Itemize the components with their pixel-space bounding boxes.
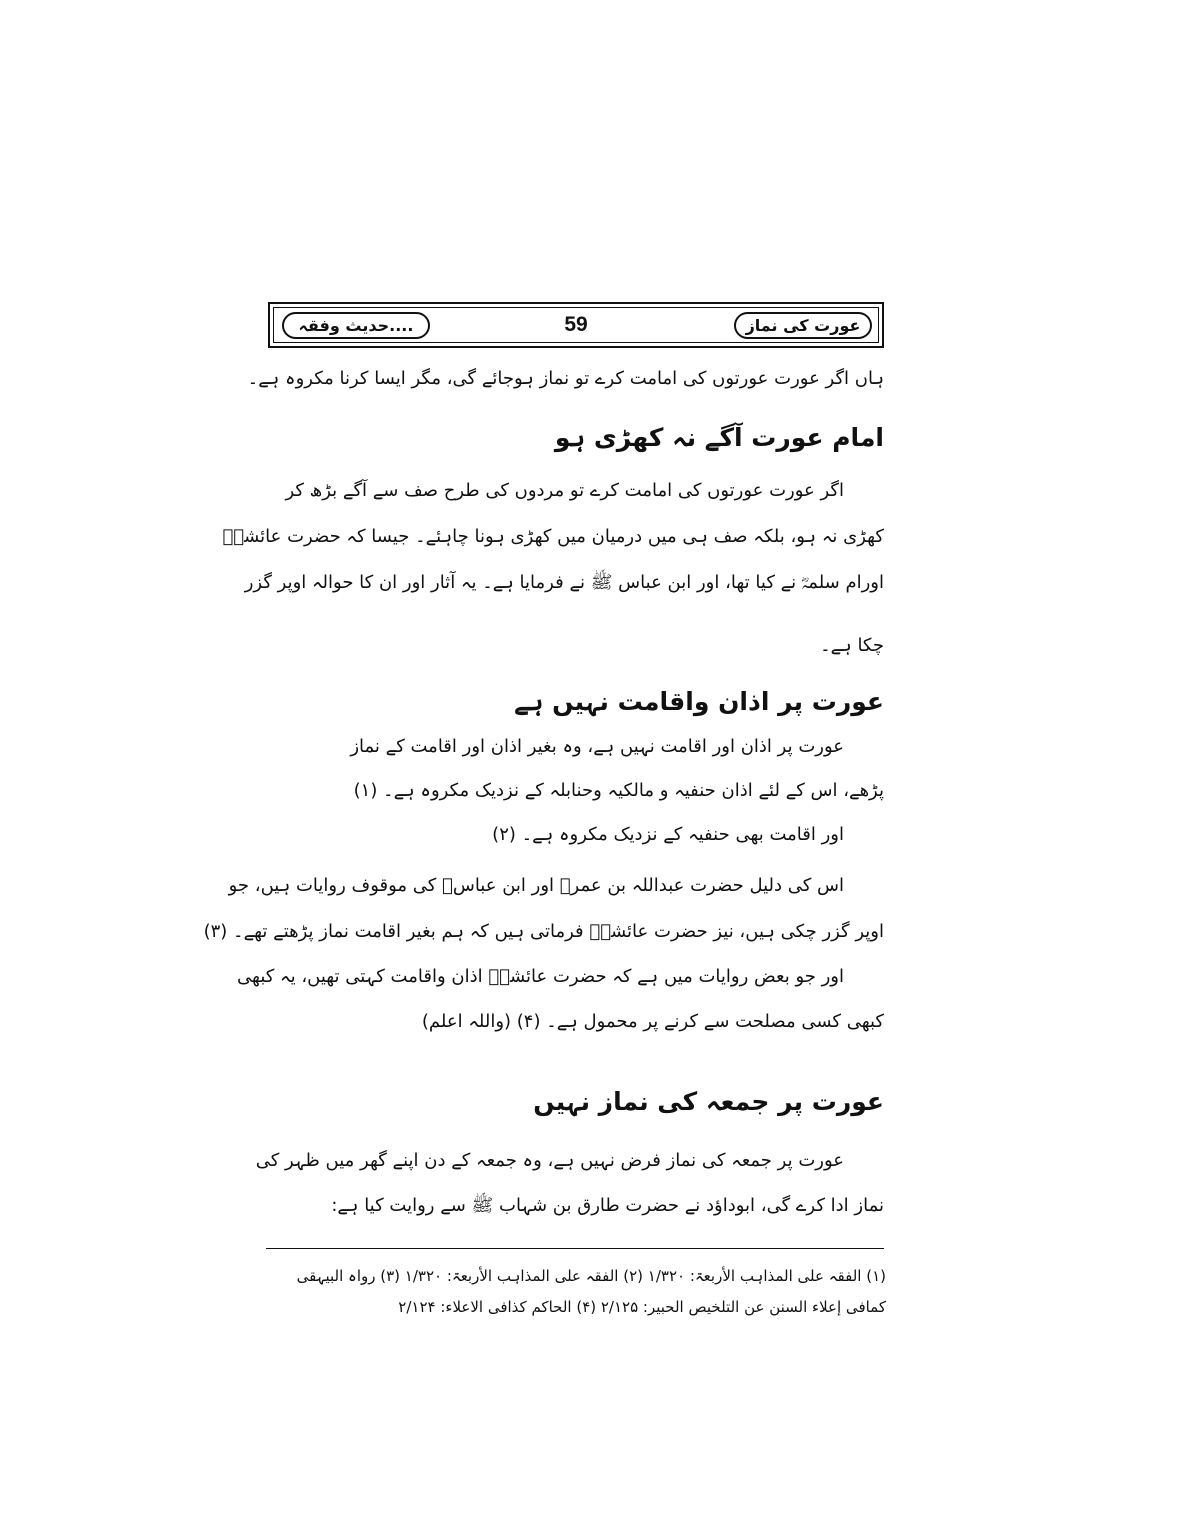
paragraph-line: اس کی دلیل حضرت عبداللہ بن عمرؓ اور ابن عباسؓ کی موقوف روایات ہیں، جو (228, 875, 844, 896)
paragraph-line: اور اقامت بھی حنفیہ کے نزدیک مکروہ ہے۔ (۲) (492, 824, 844, 845)
paragraph-line: پڑھے، اس کے لئے اذان حنفیہ و مالکیہ وحنابلہ کے نزدیک مکروہ ہے۔ (۱) (353, 780, 884, 801)
intro-line: ہاں اگر عورت عورتوں کی امامت کرے تو نماز ہوجائے گی، مگر ایسا کرنا مکروہ ہے۔ (247, 368, 884, 389)
footnote-line: کمافی إعلاء السنن عن التلخیص الحبیر: ۲/۱۲۵ (۴) الحاکم کذافی الاعلاء: ۲/۱۲۴ (398, 1298, 886, 1316)
paragraph-line: کبھی کسی مصلحت سے کرنے پر محمول ہے۔ (۴) (واللہ اعلم) (421, 1011, 884, 1032)
book-title-badge: عورت کی نماز (734, 312, 872, 339)
heading-section-3: عورت پر جمعہ کی نماز نہیں (533, 1087, 884, 1116)
paragraph-line: عورت پر جمعہ کی نماز فرض نہیں ہے، وہ جمعہ کے دن اپنے گھر میں ظہر کی (255, 1150, 844, 1171)
paragraph-line: نماز ادا کرے گی، ابوداؤد نے حضرت طارق بن شہاب ﷺ سے روایت کیا ہے: (331, 1195, 884, 1216)
paragraph-line: اوپر گزر چکی ہیں، نیز حضرت عائشہؓ فرماتی ہیں کہ ہم بغیر اقامت نماز پڑھتے تھے۔ (۳) (203, 921, 884, 942)
section-title-badge: حدیث وفقہ.... (282, 312, 430, 339)
footnote-divider (266, 1248, 884, 1249)
paragraph-line: اور جو بعض روایات میں ہے کہ حضرت عائشہؓ اذان واقامت کہتی تھیں، یہ کبھی (237, 966, 844, 987)
heading-section-1: امام عورت آگے نہ کھڑی ہو (554, 423, 884, 452)
paragraph-line: کھڑی نہ ہو، بلکہ صف ہی میں درمیان میں کھڑی ہونا چاہئے۔ جیسا کہ حضرت عائشہؓ (222, 526, 884, 547)
paragraph-line: اگر عورت عورتوں کی امامت کرے تو مردوں کی طرح صف سے آگے بڑھ کر (285, 480, 844, 501)
paragraph-line: عورت پر اذان اور اقامت نہیں ہے، وہ بغیر اذان اور اقامت کے نماز (350, 736, 844, 757)
paragraph-line: چکا ہے۔ (820, 635, 884, 656)
footnote-line: (۱) الفقہ علی المذاہب الأربعۃ: ۱/۳۲۰ (۲) الفقہ علی المذاہب الأربعۃ: ۱/۳۲۰ (۳) رواہ البیہقی (296, 1267, 886, 1285)
page-header (268, 302, 884, 348)
paragraph-line: اورام سلمہؓ نے کیا تھا، اور ابن عباس ﷺ نے فرمایا ہے۔ یہ آثار اور ان کا حوالہ اوپر گزر (244, 572, 884, 593)
heading-section-2: عورت پر اذان واقامت نہیں ہے (514, 687, 884, 716)
page-number: 59 (564, 313, 588, 336)
